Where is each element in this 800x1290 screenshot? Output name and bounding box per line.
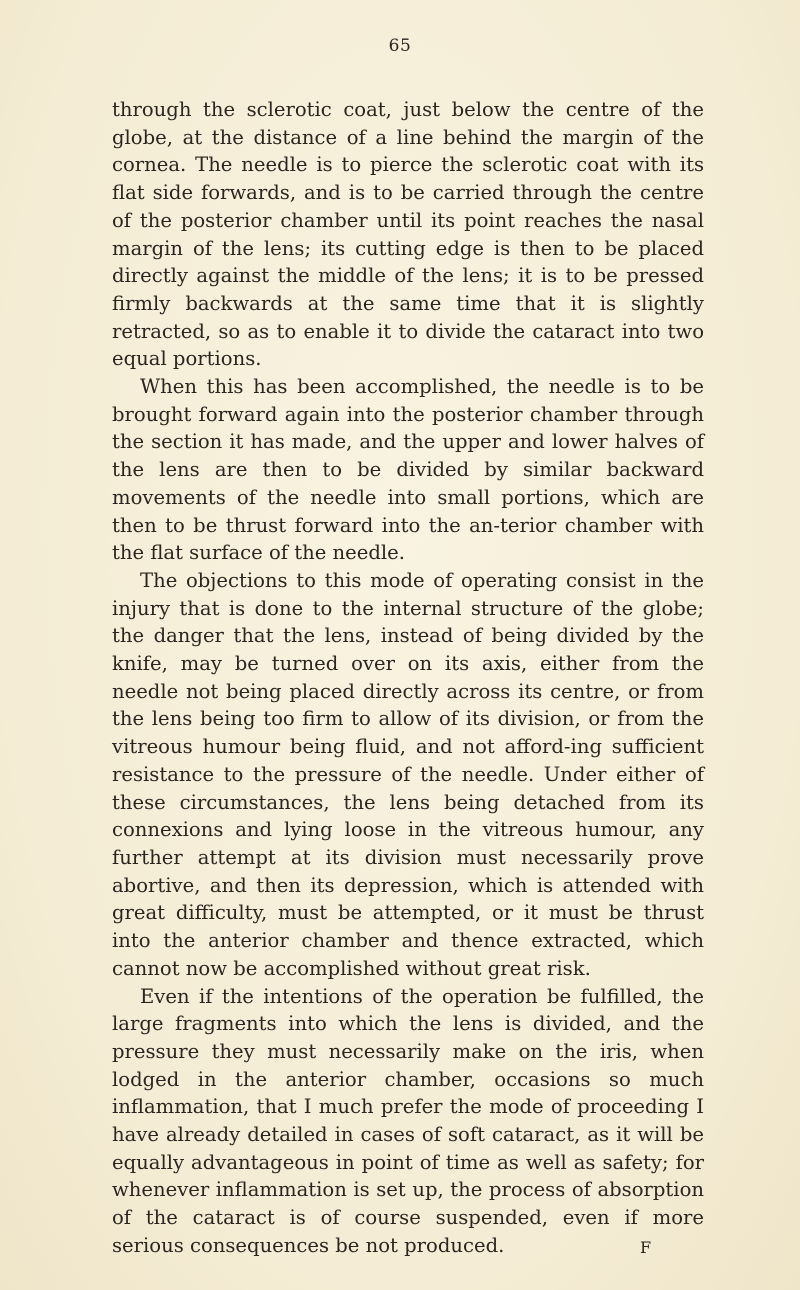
body-text	[112, 96, 704, 1260]
paragraph-1: through the sclerotic coat, just below the centre of the globe, at the distance of a line behind the margin of the cornea. The needle is to pierce the sclerotic coat with its flat side forwards, and is to be carried through the centre of the posterior chamber until its point reaches the nasal margin of the lens; its cutting edge is then to be placed directly against the middle of the lens; it is to be pressed firmly backwards at the same time that it is slightly retracted, so as to enable it to divide the cataract into two equal portions.	[112, 98, 704, 371]
paragraph-3: The objections to this mode of operating consist in the injury that is done to the internal structure of the globe; the danger that the lens, instead of being divided by the knife, may be turned over on its axis, either from the needle not being placed directly across its centre, or from the lens being too firm to allow of its division, or from the vitreous humour being fluid, and not afford-ing sufficient resistance to the pressure of the needle. Under either of these circumstances, the lens being detached from its connexions and lying loose in the vitreous humour, any further attempt at its division must necessarily prove abortive, and then its depression, which is attended with great difficulty, must be attempted, or it must be thrust into the anterior chamber and thence extracted, which cannot now be accomplished without great risk.	[112, 568, 704, 980]
paragraph-2: When this has been accomplished, the needle is to be brought forward again into the posterior chamber through the section it has made, and the upper and lower halves of the lens are then to be divided by similar backward movements of the needle into small portions, which are then to be thrust forward into the an-terior chamber with the flat surface of the needle.	[112, 375, 704, 565]
signature-mark: F	[640, 1238, 652, 1257]
page-number: 65	[388, 36, 412, 56]
paragraph-4: Even if the intentions of the operation be fulfilled, the large fragments into which the lens is divided, and the pressure they must necessarily make on the iris, when lodged in the anterior chamber, occasions so much inflammation, that I much prefer the mode of proceeding I have already detailed in cases of soft cataract, as it will be equally advantageous in point of time as well as safety; for whenever inflammation is set up, the process of absorption of the cataract is of course suspended, even if more serious consequences be not produced.	[112, 984, 704, 1257]
